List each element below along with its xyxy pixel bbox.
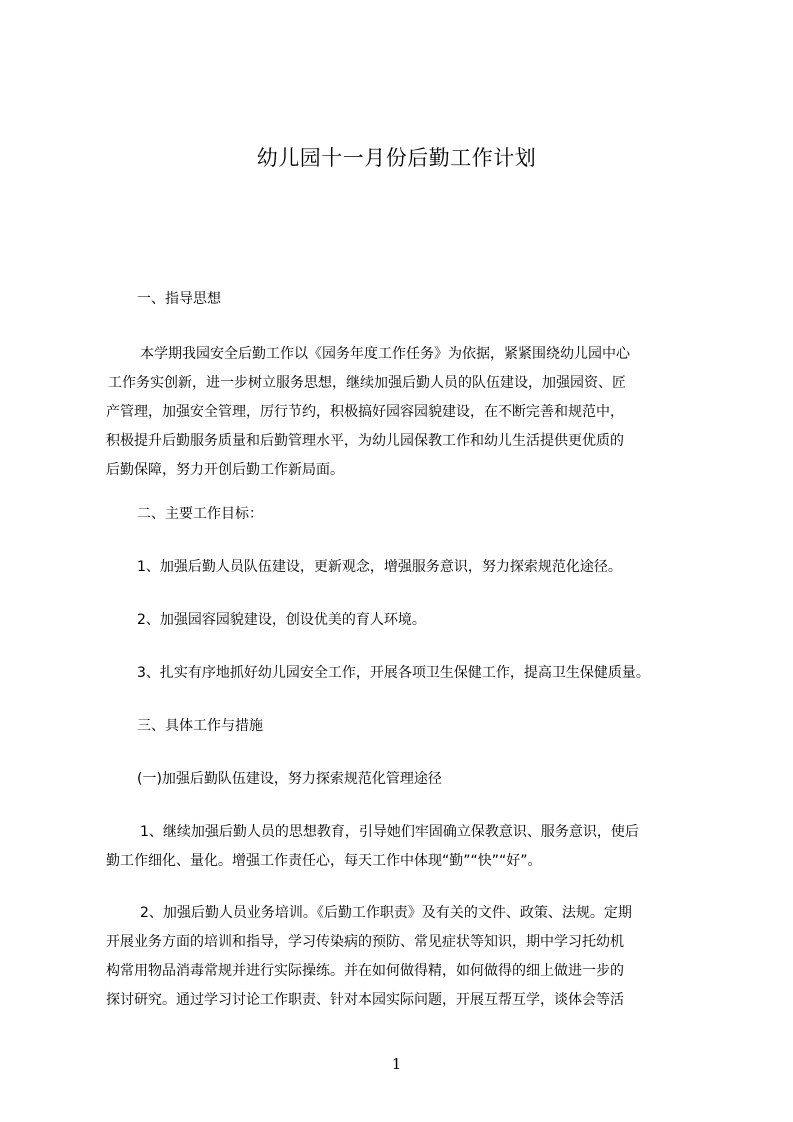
goal-item-3: 3、扎实有序地抓好幼儿园安全工作，开展各项卫生保健工作，提高卫生保健质量。: [137, 665, 650, 681]
goal-item-1: 1、加强后勤人员队伍建设，更新观念，增强服务意识，努力探索规范化途径。: [137, 559, 622, 575]
paragraph-measure-2: [0, 899, 632, 1015]
paragraph-measure-1: [0, 818, 639, 876]
paragraph-line: 本学期我园安全后勤工作以《园务年度工作任务》为依据，紧紧围绕幼儿园中心: [140, 346, 630, 362]
paragraph-line: 1、继续加强后勤人员的思想教育，引导她们牢固确立保教意识、服务意识，使后: [140, 824, 639, 840]
page-number: 1: [391, 1055, 402, 1073]
paragraph-line: 后勤保障，努力开创后勤工作新局面。: [106, 462, 344, 478]
section-heading-goals: 二、主要工作目标：: [137, 506, 263, 522]
section-heading-guiding-thought: 一、指导思想: [137, 291, 221, 307]
paragraph-line: 开展业务方面的培训和指导，学习传染病的预防、常见症状等知识，期中学习托幼机: [106, 934, 624, 950]
paragraph-line: 产管理，加强安全管理，厉行节约，积极搞好园容园貌建设，在不断完善和规范中，: [106, 404, 624, 420]
paragraph-line: 勤工作细化、量化。增强工作责任心，每天工作中体现“勤”“快”“好”。: [106, 853, 542, 869]
paragraph-line: 2、加强后勤人员业务培训。《后勤工作职责》及有关的文件、政策、法规。定期: [140, 905, 632, 921]
paragraph-line: 构常用物品消毒常规并进行实际操练。并在如何做得精，如何做得的细上做进一步的: [106, 963, 624, 979]
paragraph-guiding-thought: [0, 340, 630, 485]
paragraph-line: 探讨研究。通过学习讨论工作职责、针对本园实际问题，开展互帮互学，谈体会等活: [106, 992, 624, 1008]
goal-item-2: 2、加强园容园貌建设，创设优美的育人环境。: [137, 612, 426, 628]
subsection-heading-team-building: (一)加强后勤队伍建设，努力探索规范化管理途径: [137, 771, 442, 787]
paragraph-line: 积极提升后勤服务质量和后勤管理水平，为幼儿园保教工作和幼儿生活提供更优质的: [106, 433, 624, 449]
document-title: 幼儿园十一月份后勤工作计划: [256, 146, 537, 170]
paragraph-line: 工作务实创新，进一步树立服务思想，继续加强后勤人员的队伍建设，加强园资、匠: [108, 375, 626, 391]
section-heading-measures: 三、具体工作与措施: [137, 718, 263, 734]
